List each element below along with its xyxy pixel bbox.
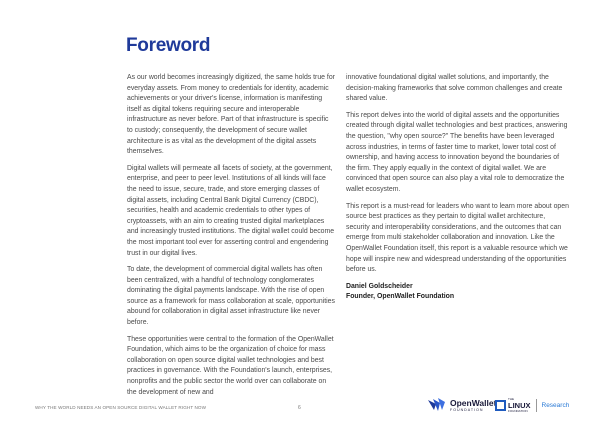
signature-role: Founder, OpenWallet Foundation bbox=[346, 293, 455, 301]
paragraph: As our world becomes increasingly digitized, the same holds true for everyday assets. From money to credentials for identity, academic achievements or your driver's license, information is manifesting itself as digital tokens requiring secure and interoperable infrastructure as never before. Part of that infrastructure is specific to custody; consequently, the development of secure wallet architecture is as vital as the development of the digital assets themselves. bbox=[127, 74, 335, 156]
linux-foundation-square-icon bbox=[495, 400, 506, 411]
paragraph: innovative foundational digital wallet solutions, and importantly, the decision-making frameworks that solve common challenges and create shared value. bbox=[346, 74, 563, 103]
page-number: 6 bbox=[298, 405, 301, 411]
openwallet-logo bbox=[428, 398, 496, 412]
openwallet-sub: FOUNDATION bbox=[450, 407, 484, 412]
paragraph: This report delves into the world of digital assets and the opportunities created through digital wallet technologies and best practices, answering the question, "why open source?" The benefits have been leveraged across industries, in terms of faster time to market, lower total cost of ownership, and having access to innovation beyond the boundaries of the firm. They apply equally in the context of digital wallet. We are convinced that open source can also play a vital role to democratize the wallet ecosystem. bbox=[346, 111, 568, 193]
lf-linux: LINUX bbox=[508, 400, 531, 410]
logo-divider bbox=[536, 399, 537, 412]
paragraph: To date, the development of commercial digital wallets has often been centralized, with a handful of technology conglomerates dominating the digital payments landscape. With the rise of open source as a framework for mass collaboration at scale, opportunities abound for collaboration in digital asset infrastructure like never before. bbox=[127, 266, 335, 327]
openwallet-wing-icon bbox=[428, 398, 448, 412]
paragraph: Digital wallets will permeate all facets of society, at the government, enterprise, and peer to peer level. Institutions of all kinds will face the need to issue, secure, trade, and store emerging classes of digital assets, including Central Bank Digital Currency (CBDC), securities, health and academic credentials to other types of cryptoassets, with an aim to creating trusted digital marketplaces and increasingly trusted institutions. The digital wallet could become the most important tool ever for asserting control and engendering trust in our digital lives. bbox=[127, 164, 335, 257]
paragraph: This report is a must-read for leaders who want to learn more about open source best practices as they pertain to digital wallet architecture, security and interoperability considerations, and the outcomes that can emerge from multi stakeholder collaboration and innovation. Like the OpenWallet Foundation itself, this report is a valuable resource which we hope will inspire new and widespread understanding of the opportunities before us. bbox=[346, 202, 569, 274]
linux-foundation-logo bbox=[495, 398, 569, 413]
paragraph: These opportunities were central to the formation of the OpenWallet Foundation, which aims to be the organization of choice for mass collaboration on open source digital wallet technologies and best practices in governance. With the Foundation's launch, enterprises, nonprofits and the public sector the world over can collaborate on the development of new and bbox=[127, 335, 334, 396]
lf-the: THE bbox=[508, 397, 514, 401]
openwallet-name: OpenWallet bbox=[450, 397, 497, 408]
lf-research: Research bbox=[541, 401, 570, 409]
signature-name: Daniel Goldscheider bbox=[346, 282, 413, 290]
right-column bbox=[346, 73, 570, 303]
lf-foundation: FOUNDATION bbox=[508, 408, 528, 413]
running-title: WHY THE WORLD NEEDS AN OPEN SOURCE DIGITAL WALLET RIGHT NOW bbox=[35, 405, 207, 410]
left-column bbox=[127, 73, 335, 404]
page-title: Foreword bbox=[126, 35, 211, 56]
